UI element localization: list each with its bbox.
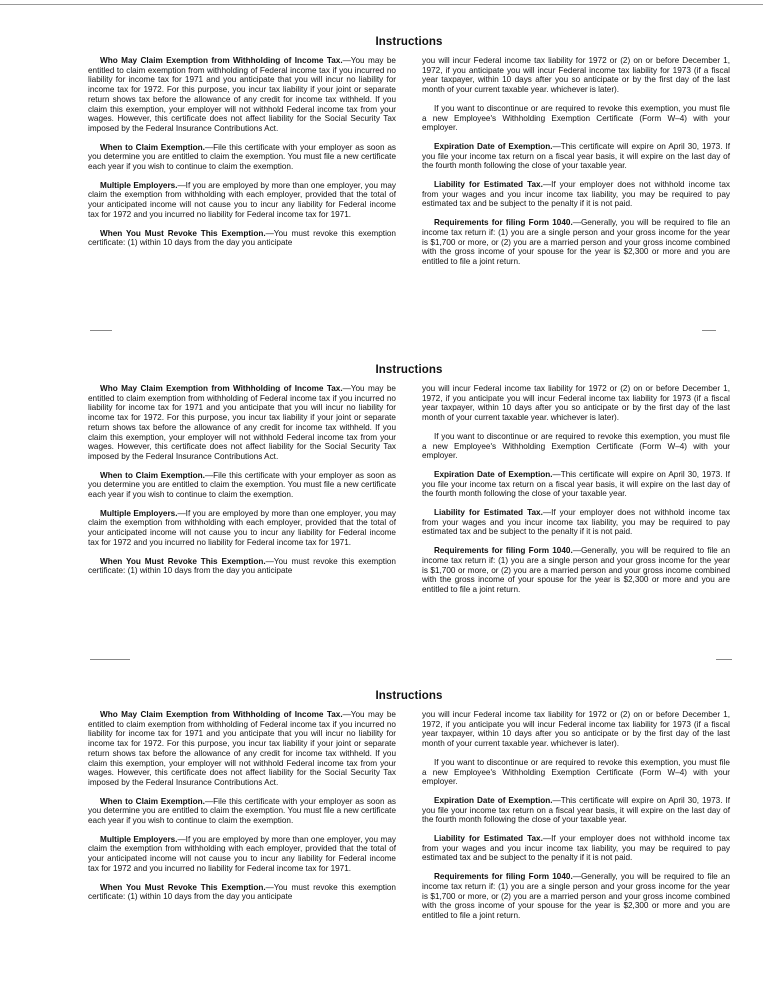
right-column bbox=[422, 710, 730, 930]
perforation-mark bbox=[702, 330, 716, 331]
right-column bbox=[422, 56, 730, 276]
perforation-mark bbox=[90, 330, 112, 331]
paragraph: If you want to discontinue or are required to revoke this exemption, you must file a new Employee's Withholding Exemption Certificate (Form W–4) with your employer. bbox=[422, 103, 730, 133]
paragraph: If you want to discontinue or are required to revoke this exemption, you must file a new Employee's Withholding Exemption Certificate (Form W–4) with your employer. bbox=[422, 431, 730, 461]
paragraph: Liability for Estimated Tax.—If your employer does not withhold income tax from your wages and you incur income tax liability, you may be required to pay estimated tax and be subject to the penalty if it is not paid. bbox=[422, 834, 730, 863]
left-column bbox=[88, 384, 396, 604]
right-column bbox=[422, 384, 730, 604]
paragraph: When to Claim Exemption.—File this certificate with your employer as soon as you determine you are entitled to claim the exemption. You must file a new certificate each year if you wish to continue to claim the exemption. bbox=[88, 142, 396, 172]
paragraph: Multiple Employers.—If you are employed by more than one employer, you may claim the exemption from withholding with each employer, provided that the total of your anticipated income will not cause you to incur any liability for Federal income tax for 1972 and you incurred no liability for Federal income tax for 1971. bbox=[88, 834, 396, 873]
top-rule bbox=[0, 4, 763, 5]
paragraph: Liability for Estimated Tax.—If your employer does not withhold income tax from your wages and you incur income tax liability, you may be required to pay estimated tax and be subject to the penalty if it is not paid. bbox=[422, 508, 730, 537]
paragraph: Who May Claim Exemption from Withholding of Income Tax.—You may be entitled to claim exemption from withholding of Federal income tax if you incurred no liability for income tax for 1971 and you anticipate that you will incur no liability for income tax for 1972. For this purpose, you incur tax liability if your joint or separate return shows tax before the allowance of any credit for income tax withheld. If you claim this exemption, your employer will not withhold Federal income tax from your wages. However, this certificate does not affect liability for the Social Security Tax imposed by the Federal Insurance Contributions Act. bbox=[88, 56, 396, 133]
left-column bbox=[88, 56, 396, 276]
instructions-section-1 bbox=[88, 36, 730, 276]
paragraph: Requirements for filing Form 1040.—Generally, you will be required to file an income tax return if: (1) you are a single person and your gross income for the year is $1,700 or more, or (2) you are a married person and your gross income combined with the gross income of your spouse for the year is $2,300 or more and you are entitled to file a joint return. bbox=[422, 872, 731, 920]
paragraph: you will incur Federal income tax liability for 1972 or (2) on or before December 1, 1972, if you anticipate you will incur Federal income tax liability for 1973 (if a fiscal year taxpayer, within 10 days after you so anticipate or by the first day of the last month of your current taxable year. whichever is later). bbox=[422, 56, 730, 95]
paragraph: Who May Claim Exemption from Withholding of Income Tax.—You may be entitled to claim exemption from withholding of Federal income tax if you incurred no liability for income tax for 1971 and you anticipate that you will incur no liability for income tax for 1972. For this purpose, you incur tax liability if your joint or separate return shows tax before the allowance of any credit for income tax withheld. If you claim this exemption, your employer will not withhold Federal income tax from your wages. However, this certificate does not affect liability for the Social Security Tax imposed by the Federal Insurance Contributions Act. bbox=[88, 384, 396, 461]
paragraph: When to Claim Exemption.—File this certificate with your employer as soon as you determine you are entitled to claim the exemption. You must file a new certificate each year if you wish to continue to claim the exemption. bbox=[88, 470, 396, 500]
paragraph: If you want to discontinue or are required to revoke this exemption, you must file a new Employee's Withholding Exemption Certificate (Form W–4) with your employer. bbox=[422, 757, 730, 787]
instructions-section-3 bbox=[88, 690, 730, 930]
perforation-mark bbox=[90, 659, 130, 660]
paragraph: Expiration Date of Exemption.—This certificate will expire on April 30, 1973. If you file your income tax return on a fiscal year basis, it will expire on the last day of the fourth month following the close of your taxable year. bbox=[422, 469, 730, 499]
paragraph: Requirements for filing Form 1040.—Generally, you will be required to file an income tax return if: (1) you are a single person and your gross income for the year is $1,700 or more, or (2) you are a married person and your gross income combined with the gross income of your spouse for the year is $2,300 or more and you are entitled to file a joint return. bbox=[422, 546, 731, 594]
section-title: Instructions bbox=[375, 690, 443, 702]
paragraph: Requirements for filing Form 1040.—Generally, you will be required to file an income tax return if: (1) you are a single person and your gross income for the year is $1,700 or more, or (2) you are a married person and your gross income combined with the gross income of your spouse for the year is $2,300 or more and you are entitled to file a joint return. bbox=[422, 218, 731, 266]
paragraph: Expiration Date of Exemption.—This certificate will expire on April 30, 1973. If you file your income tax return on a fiscal year basis, it will expire on the last day of the fourth month following the close of your taxable year. bbox=[422, 141, 730, 171]
paragraph: Who May Claim Exemption from Withholding of Income Tax.—You may be entitled to claim exemption from withholding of Federal income tax if you incurred no liability for income tax for 1971 and you anticipate that you will incur no liability for income tax for 1972. For this purpose, you incur tax liability if your joint or separate return shows tax before the allowance of any credit for income tax withheld. If you claim this exemption, your employer will not withhold Federal income tax from your wages. However, this certificate does not affect liability for the Social Security Tax imposed by the Federal Insurance Contributions Act. bbox=[88, 710, 396, 787]
paragraph: Multiple Employers.—If you are employed by more than one employer, you may claim the exemption from withholding with each employer, provided that the total of your anticipated income will not cause you to incur any liability for Federal income tax for 1972 and you incurred no liability for Federal income tax for 1971. bbox=[88, 180, 396, 219]
instructions-section-2 bbox=[88, 364, 730, 604]
left-column bbox=[88, 710, 396, 930]
paragraph: Expiration Date of Exemption.—This certificate will expire on April 30, 1973. If you file your income tax return on a fiscal year basis, it will expire on the last day of the fourth month following the close of your taxable year. bbox=[422, 795, 730, 825]
paragraph: When You Must Revoke This Exemption.—You must revoke this exemption certificate: (1) within 10 days from the day you anticipate bbox=[88, 882, 396, 902]
paragraph: you will incur Federal income tax liability for 1972 or (2) on or before December 1, 1972, if you anticipate you will incur Federal income tax liability for 1973 (if a fiscal year taxpayer, within 10 days after you so anticipate or by the first day of the last month of your current taxable year. whichever is later). bbox=[422, 384, 730, 423]
paragraph: you will incur Federal income tax liability for 1972 or (2) on or before December 1, 1972, if you anticipate you will incur Federal income tax liability for 1973 (if a fiscal year taxpayer, within 10 days after you so anticipate or by the first day of the last month of your current taxable year. whichever is later). bbox=[422, 710, 730, 749]
section-title: Instructions bbox=[375, 364, 443, 376]
section-title: Instructions bbox=[375, 36, 443, 48]
paragraph: When to Claim Exemption.—File this certificate with your employer as soon as you determine you are entitled to claim the exemption. You must file a new certificate each year if you wish to continue to claim the exemption. bbox=[88, 796, 396, 826]
paragraph: When You Must Revoke This Exemption.—You must revoke this exemption certificate: (1) within 10 days from the day you anticipate bbox=[88, 228, 396, 248]
paragraph: When You Must Revoke This Exemption.—You must revoke this exemption certificate: (1) within 10 days from the day you anticipate bbox=[88, 556, 396, 576]
perforation-mark bbox=[716, 659, 732, 660]
paragraph: Liability for Estimated Tax.—If your employer does not withhold income tax from your wages and you incur income tax liability, you may be required to pay estimated tax and be subject to the penalty if it is not paid. bbox=[422, 180, 730, 209]
paragraph: Multiple Employers.—If you are employed by more than one employer, you may claim the exemption from withholding with each employer, provided that the total of your anticipated income will not cause you to incur any liability for Federal income tax for 1972 and you incurred no liability for Federal income tax for 1971. bbox=[88, 508, 396, 547]
